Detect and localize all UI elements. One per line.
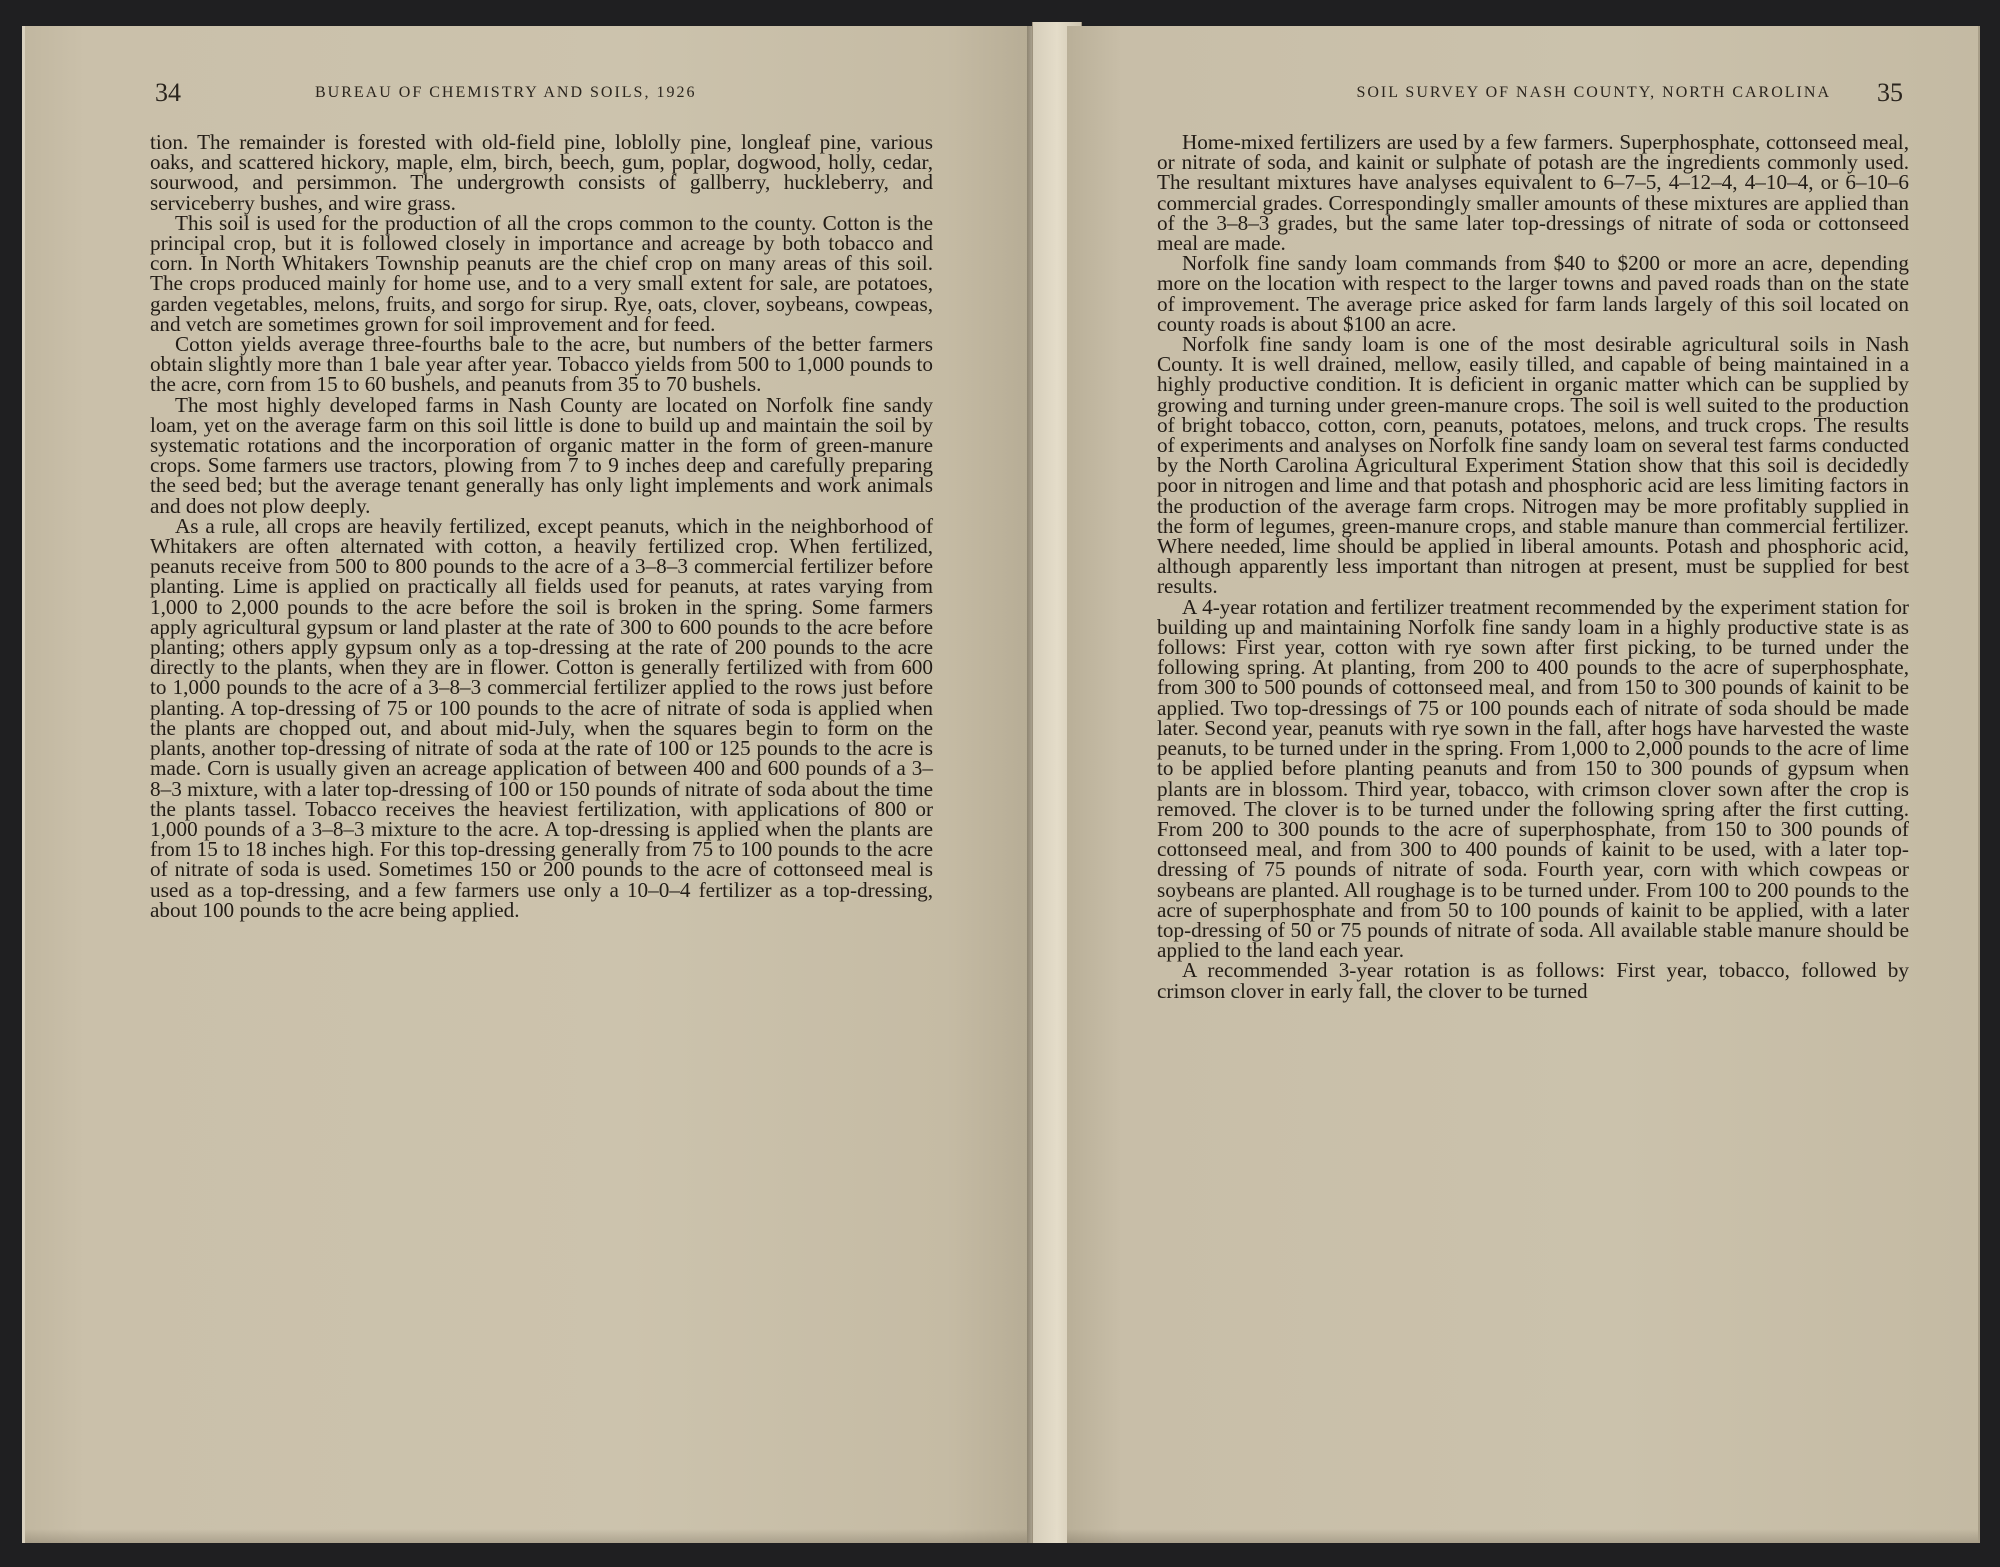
paragraph: tion. The remainder is forested with old-field pine, loblolly pine, longleaf pine, various oaks, and scattered hickory, maple, elm, birch, beech, gum, poplar, dogwood, holly, cedar, sourwood, and persimmon. The undergrowth consists of gallberry, huckleberry, and serviceberry bushes, and wire grass. [150,130,933,215]
page-edge-shadow [1067,1529,1978,1543]
right-page-body [1157,132,1909,1001]
page-number: 35 [1877,78,1903,107]
paragraph: A recommended 3-year rotation is as follows: First year, tobacco, followed by crimson clover in early fall, the clover to be turned [1157,958,1909,1003]
paragraph: Cotton yields average three-fourths bale to the acre, but numbers of the better farmers obtain slightly more than 1 bale year after year. Tobacco yields from 500 to 1,000 pounds to the acre, corn from 15 to 60 bushels, and peanuts from 35 to 70 bushels. [150,332,933,397]
running-head: SOIL SURVEY OF NASH COUNTY, NORTH CAROLINA [1356,84,1831,101]
page-number: 34 [155,78,181,107]
right-page [1067,26,1980,1543]
page-edge-shadow [25,1529,1027,1543]
paragraph: As a rule, all crops are heavily fertilized, except peanuts, which in the neighborhood of Whitakers are often alternated with cotton, a heavily fertilized crop. When fertilized, peanuts receive from 500 to 800 pounds to the acre of a 3–8–3 commercial fertilizer before planting. Lime is applied on practically all fields used for peanuts, at rates varying from 1,000 to 2,000 pounds to the acre before the soil is broken in the spring. Some farmers apply agricultural gypsum or land plaster at the rate of 300 to 600 pounds to the acre before planting; others apply gypsum only as a top-dressing at the rate of 200 pounds to the acre directly to the plants, when they are in flower. Cotton is generally fertilized with from 600 to 1,000 pounds to the acre of a 3–8–3 commercial fertilizer applied to the rows just before planting. A top-dressing of 75 or 100 pounds to the acre of nitrate of soda is applied when the plants are chopped out, and about mid-July, when the squares begin to form on the plants, another top-dressing of nitrate of soda at the rate of 100 or 125 pounds to the acre is made. Corn is usually given an acreage application of between 400 and 600 pounds of a 3–8–3 mixture, with a later top-dressing of 100 or 150 pounds of nitrate of soda about the time the plants tassel. Tobacco receives the heaviest fertilization, with applications of 800 or 1,000 pounds of a 3–8–3 mixture to the acre. A top-dressing is applied when the plants are from 15 to 18 inches high. For this top-dressing generally from 75 to 100 pounds to the acre of nitrate of soda is used. Sometimes 150 or 200 pounds to the acre of cottonseed meal is used as a top-dressing, and a few farmers use only a 10–0–4 fertilizer as a top-dressing, about 100 pounds to the acre being applied. [150,513,933,922]
left-page-body [150,132,933,920]
book-spread [22,26,1980,1543]
left-page-header [155,78,947,128]
paragraph: The most highly developed farms in Nash County are located on Norfolk fine sandy loam, yet on the average farm on this soil little is done to build up and maintain the soil by systematic rotations and the incorporation of organic matter in the form of green-manure crops. Some farmers use tractors, plowing from 7 to 9 inches deep and carefully preparing the seed bed; but the average tenant generally has only light implements and work animals and does not plow deeply. [150,392,933,518]
paragraph: This soil is used for the production of all the crops common to the county. Cotton is the principal crop, but it is followed closely in importance and acreage by both tobacco and corn. In North Whitakers Township peanuts are the chief crop on many areas of this soil. The crops produced mainly for home use, and to a very small extent for sale, are potatoes, garden vegetables, melons, fruits, and sorgo for sirup. Rye, oats, clover, soybeans, cowpeas, and vetch are sometimes grown for soil improvement and for feed. [150,210,933,336]
paragraph: Home-mixed fertilizers are used by a few farmers. Superphosphate, cottonseed meal, or nitrate of soda, and kainit or sulphate of potash are the ingredients commonly used. The resultant mixtures have analyses equivalent to 6–7–5, 4–12–4, 4–10–4, or 6–10–6 commercial grades. Correspondingly smaller amounts of these mixtures are applied than of the 3–8–3 grades, but the same later top-dressings of nitrate of soda or cottonseed meal are made. [1157,130,1909,256]
paragraph: A 4-year rotation and fertilizer treatment recommended by the experiment station for building up and maintaining Norfolk fine sandy loam in a highly productive state is as follows: First year, cotton with rye sown after first picking, to be turned under the following spring. At planting, from 200 to 400 pounds to the acre of superphosphate, from 300 to 500 pounds of cottonseed meal, and from 150 to 300 pounds of kainit to be applied. Two top-dressings of 75 or 100 pounds each of nitrate of soda should be made later. Second year, peanuts with rye sown in the fall, after hogs have harvested the waste peanuts, to be turned under in the spring. From 1,000 to 2,000 pounds to the acre of lime to be applied before planting peanuts and from 150 to 300 pounds of gypsum when plants are in blossom. Third year, tobacco, with crimson clover sown after the crop is removed. The clover is to be turned under the following spring after the first cutting. From 200 to 300 pounds to the acre of superphosphate, from 150 to 300 pounds of cottonseed meal, and from 300 to 400 pounds of kainit to be used, with a later top-dressing of 75 pounds of nitrate of soda. Fourth year, corn with which cowpeas or soybeans are planted. All roughage is to be turned under. From 100 to 200 pounds to the acre of superphosphate and from 50 to 100 pounds of kainit to be applied, with a later top-dressing of 50 or 75 pounds of nitrate of soda. All available stable manure should be applied to the land each year. [1157,594,1909,963]
paragraph: Norfolk fine sandy loam is one of the most desirable agricultural soils in Nash County. It is well drained, mellow, easily tilled, and capable of being maintained in a highly productive condition. It is deficient in organic matter which can be supplied by growing and turning under green-manure crops. The soil is well suited to the production of bright tobacco, cotton, corn, peanuts, potatoes, melons, and truck crops. The results of experiments and analyses on Norfolk fine sandy loam on several test farms conducted by the North Carolina Agricultural Experiment Station show that this soil is decidedly poor in nitrogen and lime and that potash and phosphoric acid are less limiting factors in the production of the average farm crops. Nitrogen may be more profitably supplied in the form of legumes, green-manure crops, and stable manure than commercial fertilizer. Where needed, lime should be applied in liberal amounts. Potash and phosphoric acid, although apparently less important than nitrogen at present, must be supplied for best results. [1157,332,1909,599]
paragraph: Norfolk fine sandy loam commands from $40 to $200 or more an acre, depending more on the location with respect to the larger towns and paved roads than on the state of improvement. The average price asked for farm lands largely of this soil located on county roads is about $100 an acre. [1157,251,1909,336]
right-page-header [1162,78,1903,128]
running-head: BUREAU OF CHEMISTRY AND SOILS, 1926 [315,84,697,101]
left-page [22,26,1027,1543]
